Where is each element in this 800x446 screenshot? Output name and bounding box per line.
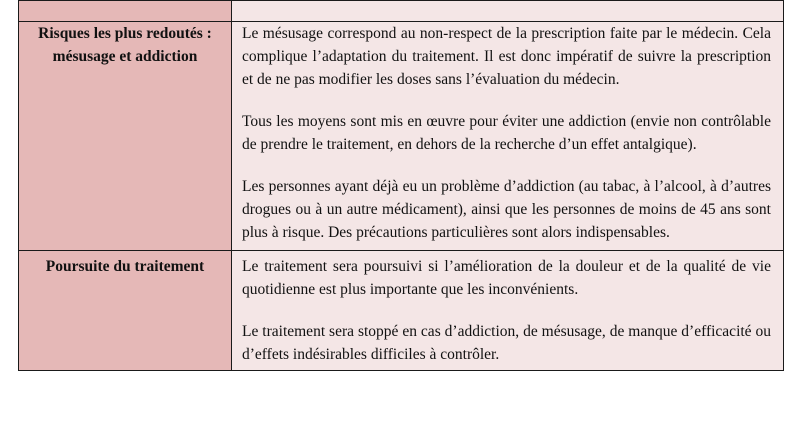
table-row-continuation bbox=[19, 251, 784, 371]
paragraph-misuse: Le mésusage correspond au non-respect de la prescription faite par le médecin. Cela complique l’adaptation du traitement. Il est donc impératif de suivre la prescription et de ne pas modifier les doses sans l’évaluation du médecin. bbox=[242, 25, 771, 88]
info-table bbox=[18, 0, 784, 371]
row-label-risks: Risques les plus redoutés : mésusage et addiction bbox=[19, 22, 232, 251]
table-row-risks bbox=[19, 22, 784, 251]
row-content-risks bbox=[232, 22, 784, 251]
row-label-cell bbox=[19, 1, 232, 22]
paragraph-continue-conditions: Le traitement sera poursuivi si l’amélioration de la douleur et de la qualité de vie quotidienne est plus importante que les inconvénients. bbox=[242, 258, 771, 298]
table-row-partial bbox=[19, 1, 784, 22]
row-content-continuation bbox=[232, 251, 784, 371]
row-content-cell bbox=[232, 1, 784, 22]
row-label-continuation: Poursuite du traitement bbox=[19, 251, 232, 371]
paragraph-addiction-prevention: Tous les moyens sont mis en œuvre pour éviter une addiction (envie non contrôlable de prendre le traitement, en dehors de la recherche d’un effet antalgique). bbox=[242, 113, 771, 153]
paragraph-risk-groups: Les personnes ayant déjà eu un problème d’addiction (au tabac, à l’alcool, à d’autres drogues ou à un autre médicament), ainsi que les personnes de moins de 45 ans sont plus à risque. Des précautions particulières sont alors indispensables. bbox=[242, 178, 771, 241]
paragraph-stop-conditions: Le traitement sera stoppé en cas d’addiction, de mésusage, de manque d’efficacité ou d’effets indésirables difficiles à contrôler. bbox=[242, 323, 771, 363]
